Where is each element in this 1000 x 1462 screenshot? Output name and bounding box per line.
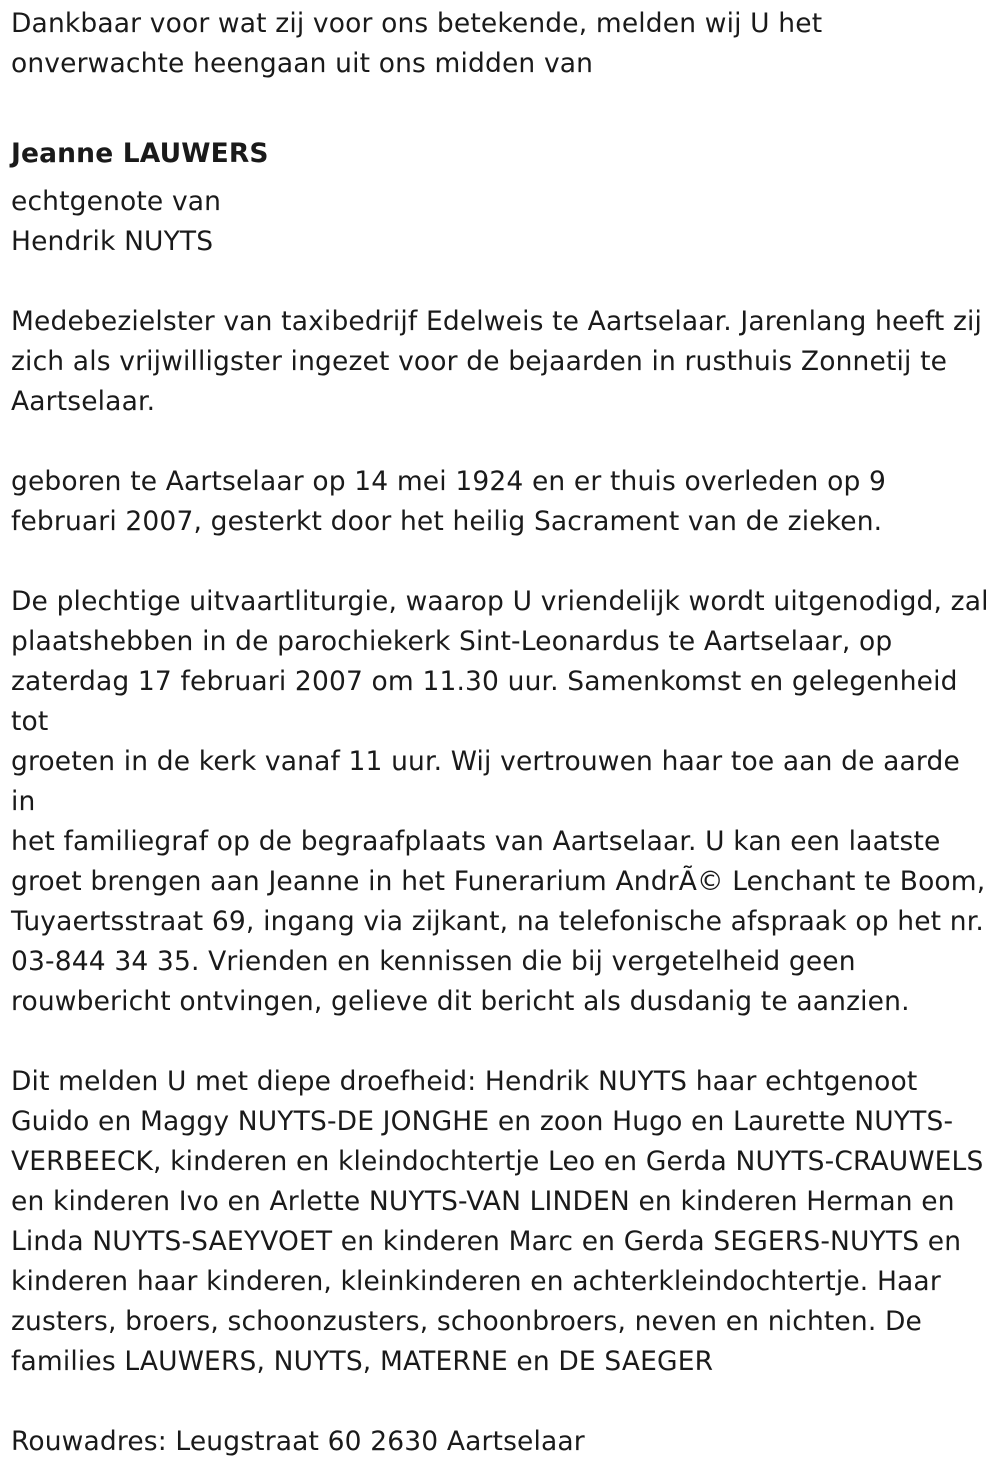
spacer — [11, 84, 991, 124]
ceremony-line: 03-844 34 35. Vrienden en kennissen die bij vergetelheid geen — [11, 946, 856, 977]
ceremony-line: plaatshebben in de parochiekerk Sint-Leonardus te Aartselaar, op — [11, 626, 893, 657]
bio-line: zich als vrijwilligster ingezet voor de bejaarden in rusthuis Zonnetij te — [11, 346, 948, 377]
ceremony-line: het familiegraf op de begraafplaats van Aartselaar. U kan een laatste — [11, 826, 941, 857]
ceremony-line: groeten in de kerk vanaf 11 uur. Wij vertrouwen haar toe aan de aarde in — [11, 746, 960, 817]
family-line: families LAUWERS, NUYTS, MATERNE en DE SAEGER — [11, 1346, 714, 1377]
intro-line: onverwachte heengaan uit ons midden van — [11, 48, 594, 79]
death-notice — [11, 4, 991, 1462]
family-paragraph — [11, 1062, 991, 1382]
intro-paragraph — [11, 4, 991, 84]
bio-line: Aartselaar. — [11, 386, 156, 417]
spacer — [11, 542, 991, 582]
family-line: Linda NUYTS-SAEYVOET en kinderen Marc en Gerda SEGERS-NUYTS en — [11, 1226, 962, 1257]
ceremony-line: zaterdag 17 februari 2007 om 11.30 uur. Samenkomst en gelegenheid tot — [11, 666, 958, 737]
birth-death-line: geboren te Aartselaar op 14 mei 1924 en er thuis overleden op 9 — [11, 466, 886, 497]
family-line: Dit melden U met diepe droefheid: Hendrik NUYTS haar echtgenoot — [11, 1066, 918, 1097]
spacer — [11, 1382, 991, 1422]
ceremony-line: Tuyaertsstraat 69, ingang via zijkant, na telefonische afspraak op het nr. — [11, 906, 984, 937]
ceremony-paragraph — [11, 582, 991, 1022]
birth-death-paragraph — [11, 462, 991, 542]
spacer — [11, 422, 991, 462]
spacer — [11, 262, 991, 302]
deceased-name: Jeanne LAUWERS — [11, 138, 269, 169]
bio-paragraph — [11, 302, 991, 422]
family-line: VERBEECK, kinderen en kleindochtertje Leo en Gerda NUYTS-CRAUWELS — [11, 1146, 984, 1177]
spouse-name: Hendrik NUYTS — [11, 226, 214, 257]
ceremony-line: rouwbericht ontvingen, gelieve dit bericht als dusdanig te aanzien. — [11, 986, 910, 1017]
family-line: Guido en Maggy NUYTS-DE JONGHE en zoon Hugo en Laurette NUYTS- — [11, 1106, 954, 1137]
ceremony-line: groet brengen aan Jeanne in het Funerarium AndrÃ© Lenchant te Boom, — [11, 866, 986, 897]
relation-label: echtgenote van — [11, 186, 222, 217]
ceremony-line: De plechtige uitvaartliturgie, waarop U vriendelijk wordt uitgenodigd, zal — [11, 586, 989, 617]
mourning-address: Rouwadres: Leugstraat 60 2630 Aartselaar — [11, 1426, 585, 1457]
spacer — [11, 1022, 991, 1062]
family-line: en kinderen Ivo en Arlette NUYTS-VAN LINDEN en kinderen Herman en — [11, 1186, 955, 1217]
bio-line: Medebezielster van taxibedrijf Edelweis te Aartselaar. Jarenlang heeft zij — [11, 306, 983, 337]
family-line: kinderen haar kinderen, kleinkinderen en achterkleindochtertje. Haar — [11, 1266, 941, 1297]
intro-line: Dankbaar voor wat zij voor ons betekende, melden wij U het — [11, 8, 823, 39]
family-line: zusters, broers, schoonzusters, schoonbroers, neven en nichten. De — [11, 1306, 922, 1337]
birth-death-line: februari 2007, gesterkt door het heilig Sacrament van de zieken. — [11, 506, 883, 537]
